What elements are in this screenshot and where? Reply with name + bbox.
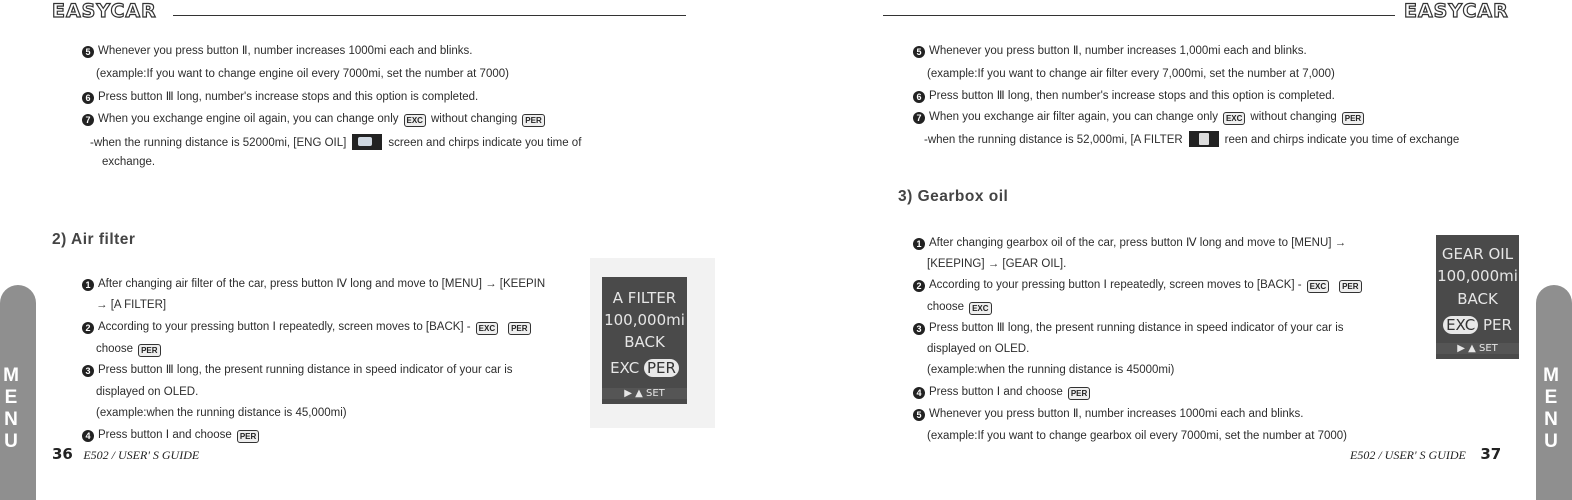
exc-button-icon: EXC	[404, 114, 426, 127]
list-item: 1 After changing air filter of the car, press button Ⅳ long and move to [MENU] → [KEEPIN	[82, 277, 545, 291]
item-number: 6	[913, 91, 925, 103]
item-number: 5	[82, 46, 94, 58]
list-item: exchange.	[102, 156, 156, 168]
oled-footer: ▶ ▲ SET	[602, 388, 687, 399]
oled-exc: EXC	[610, 359, 640, 377]
list-item: -when the running distance is 52,000mi, [A FILTER reen and chirps indicate you time of exchange	[924, 131, 1459, 147]
guide-title: E502 / USER' S GUIDE	[83, 448, 200, 462]
list-item: (example:If you want to change air filter every 7,000mi, set the number at 7,000)	[927, 68, 1335, 80]
list-item: 2 According to your pressing button Ⅰ repeatedly, screen moves to [BACK] - EXC PER	[82, 320, 536, 335]
per-button-icon: PER	[1342, 112, 1364, 125]
exc-button-icon: EXC	[476, 322, 498, 335]
list-item: 4 Press button Ⅰ and choose PER	[913, 385, 1095, 400]
list-item: -when the running distance is 52000mi, [ENG OIL] screen and chirps indicate you time of	[90, 134, 581, 150]
list-item: 7 When you exchange air filter again, you can change only EXC without changing PER	[913, 110, 1369, 125]
section-title: 2) Air filter	[52, 231, 136, 248]
oled-per: PER	[1482, 316, 1512, 334]
oled-line2: 100,000mi	[1437, 267, 1518, 285]
per-button-icon: PER	[1068, 387, 1090, 400]
brand-logo: EASYCAR	[1404, 0, 1509, 22]
header-rule	[173, 15, 686, 16]
list-item: displayed on OLED.	[96, 386, 199, 398]
page-number: 36	[52, 445, 73, 463]
list-item: choose EXC	[927, 300, 997, 315]
item-number: 2	[82, 322, 94, 334]
list-item: 6 Press button Ⅲ long, number's increase stops and this option is completed.	[82, 90, 478, 104]
oled-line2: 100,000mi	[604, 311, 685, 329]
list-item: [KEEPING] → [GEAR OIL].	[927, 258, 1067, 270]
per-button-icon: PER	[237, 430, 259, 443]
item-number: 4	[913, 387, 925, 399]
right-page	[786, 0, 1572, 500]
item-number: 7	[82, 114, 94, 126]
list-item: → [A FILTER]	[96, 299, 167, 311]
list-item: 3 Press button Ⅲ long, the present running distance in speed indicator of your car is	[913, 321, 1344, 335]
list-item: (example:when the running distance is 45,000mi)	[96, 407, 347, 419]
item-number: 5	[913, 46, 925, 58]
list-item: 5 Whenever you press button Ⅱ, number increases 1000mi each and blinks.	[82, 44, 473, 58]
air-filter-icon	[1189, 131, 1219, 147]
menu-side-tab: M E N U	[1536, 285, 1572, 500]
item-number: 1	[913, 238, 925, 250]
exc-button-icon: EXC	[1223, 112, 1245, 125]
item-number: 1	[82, 279, 94, 291]
list-item: 3 Press button Ⅲ long, the present running distance in speed indicator of your car is	[82, 363, 513, 377]
per-button-icon: PER	[1339, 280, 1361, 293]
item-number: 6	[82, 92, 94, 104]
oled-per-selected: PER	[644, 359, 679, 377]
list-item: 6 Press button Ⅲ long, then number's increase stops and this option is completed.	[913, 89, 1335, 103]
oled-line1: GEAR OIL	[1441, 245, 1514, 263]
oled-footer: ▶ ▲ SET	[1436, 343, 1519, 354]
list-item: (example:If you want to change engine oil every 7000mi, set the number at 7000)	[96, 68, 509, 80]
item-number: 3	[82, 365, 94, 377]
page-number: 37	[1480, 445, 1502, 463]
list-item: 5 Whenever you press button Ⅱ, number increases 1000mi each and blinks.	[913, 407, 1304, 421]
item-number: 7	[913, 112, 925, 124]
per-button-icon: PER	[508, 322, 530, 335]
list-item: 1 After changing gearbox oil of the car, press button Ⅳ long and move to [MENU] →	[913, 236, 1346, 250]
oled-exc-selected: EXC	[1443, 316, 1478, 334]
list-item: 2 According to your pressing button Ⅰ repeatedly, screen moves to [BACK] - EXC PER	[913, 278, 1367, 293]
per-button-icon: PER	[138, 344, 160, 357]
list-item: choose PER	[96, 342, 166, 357]
list-item: 4 Press button Ⅰ and choose PER	[82, 428, 264, 443]
oled-options	[602, 359, 687, 377]
list-item: (example:If you want to change gearbox oil every 7000mi, set the number at 7000)	[927, 430, 1347, 442]
list-item: 7 When you exchange engine oil again, you can change only EXC without changing PER	[82, 112, 550, 127]
item-number: 5	[913, 409, 925, 421]
item-number: 3	[913, 323, 925, 335]
oled-line3: BACK	[1457, 290, 1498, 308]
oled-line1: A FILTER	[612, 289, 677, 307]
exc-button-icon: EXC	[1307, 280, 1329, 293]
section-title: 3) Gearbox oil	[898, 188, 1009, 205]
oled-options	[1436, 316, 1519, 334]
list-item: 5 Whenever you press button Ⅱ, number increases 1,000mi each and blinks.	[913, 44, 1307, 58]
page-footer	[52, 445, 199, 464]
list-item: (example:when the running distance is 45000mi)	[927, 364, 1175, 376]
exc-button-icon: EXC	[969, 302, 991, 315]
menu-side-tab: M E N U	[0, 285, 36, 500]
oled-display	[602, 277, 687, 404]
oled-display	[1436, 235, 1519, 359]
list-item: displayed on OLED.	[927, 343, 1030, 355]
item-number: 4	[82, 430, 94, 442]
oled-line3: BACK	[624, 333, 665, 351]
page-footer	[1350, 445, 1501, 464]
header-rule	[883, 15, 1395, 16]
guide-title: E502 / USER' S GUIDE	[1350, 448, 1466, 462]
brand-logo: EASYCAR	[52, 0, 157, 22]
per-button-icon: PER	[522, 114, 544, 127]
item-number: 2	[913, 280, 925, 292]
engine-oil-icon	[352, 134, 382, 150]
